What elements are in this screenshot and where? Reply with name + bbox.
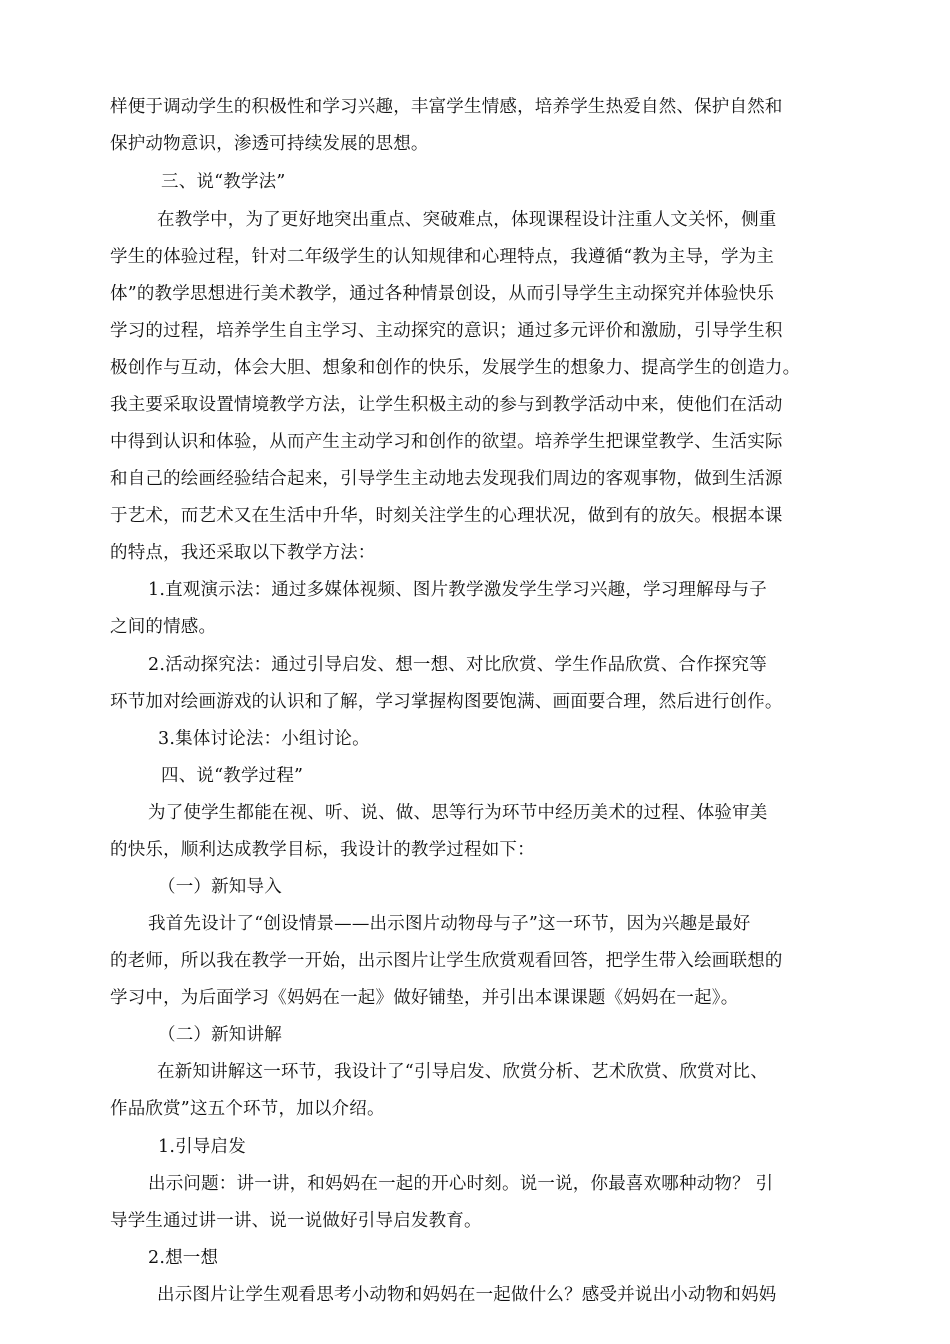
list-item: 1.直观演示法：通过多媒体视频、图片教学激发学生学习兴趣，学习理解母与子	[148, 580, 767, 600]
text-line: 样便于调动学生的积极性和学习兴趣，丰富学生情感，培养学生热爱自然、保护自然和	[110, 97, 783, 117]
text-line: 学习中，为后面学习《妈妈在一起》做好铺垫，并引出本课课题《妈妈在一起》。	[110, 988, 739, 1008]
text-line: 出示图片让学生观看思考小动物和妈妈在一起做什么？感受并说出小动物和妈妈	[157, 1285, 777, 1305]
text-line: 在新知讲解这一环节，我设计了“引导启发、欣赏分析、艺术欣赏、欣赏对比、	[157, 1062, 768, 1082]
section-heading: 四、说“教学过程”	[161, 766, 304, 786]
subsection-heading: （二）新知讲解	[158, 1025, 282, 1045]
list-item: 2.活动探究法：通过引导启发、想一想、对比欣赏、学生作品欣赏、合作探究等	[148, 655, 767, 675]
text-line: 为了使学生都能在视、听、说、做、思等行为环节中经历美术的过程、体验审美	[148, 803, 768, 823]
text-line: 我主要采取设置情境教学方法，让学生积极主动的参与到教学活动中来，使他们在活动	[110, 395, 783, 415]
text-line: 学生的体验过程，针对二年级学生的认知规律和心理特点，我遵循“教为主导，学为主	[110, 247, 775, 267]
text-line: 出示问题：讲一讲，和妈妈在一起的开心时刻。说一说，你最喜欢哪种动物？ 引	[148, 1174, 774, 1194]
text-line: 的老师，所以我在教学一开始，出示图片让学生欣赏观看回答，把学生带入绘画联想的	[110, 951, 783, 971]
text-line: 作品欣赏”这五个环节，加以介绍。	[110, 1099, 385, 1119]
list-item: 3.集体讨论法：小组讨论。	[158, 729, 370, 749]
text-line: 中得到认识和体验，从而产生主动学习和创作的欲望。培养学生把课堂教学、生活实际	[110, 432, 783, 452]
text-line: 和自己的绘画经验结合起来，引导学生主动地去发现我们周边的客观事物，做到生活源	[110, 469, 783, 489]
text-line: 环节加对绘画游戏的认识和了解，学习掌握构图要饱满、画面要合理，然后进行创作。	[110, 692, 783, 712]
text-line: 的特点，我还采取以下教学方法：	[110, 543, 376, 563]
text-line: 于艺术，而艺术又在生活中升华，时刻关注学生的心理状况，做到有的放矢。根据本课	[110, 506, 783, 526]
text-line: 在教学中，为了更好地突出重点、突破难点，体现课程设计注重人文关怀，侧重	[157, 210, 777, 230]
section-heading: 三、说“教学法”	[161, 172, 286, 192]
text-line: 极创作与互动，体会大胆、想象和创作的快乐，发展学生的想象力、提高学生的创造力。	[110, 358, 801, 378]
list-item: 2.想一想	[148, 1248, 219, 1268]
list-item: 1.引导启发	[158, 1137, 246, 1157]
text-line: 我首先设计了“创设情景——出示图片动物母与子”这一环节，因为兴趣是最好	[148, 914, 751, 934]
text-line: 之间的情感。	[110, 617, 217, 637]
subsection-heading: （一）新知导入	[158, 877, 282, 897]
text-line: 学习的过程，培养学生自主学习、主动探究的意识；通过多元评价和激励，引导学生积	[110, 321, 783, 341]
text-line: 体”的教学思想进行美术教学，通过各种情景创设，从而引导学生主动探究并体验快乐	[110, 284, 775, 304]
text-line: 导学生通过讲一讲、说一说做好引导启发教育。	[110, 1211, 482, 1231]
text-line: 的快乐，顺利达成教学目标，我设计的教学过程如下：	[110, 840, 535, 860]
text-line: 保护动物意识，渗透可持续发展的思想。	[110, 134, 429, 154]
